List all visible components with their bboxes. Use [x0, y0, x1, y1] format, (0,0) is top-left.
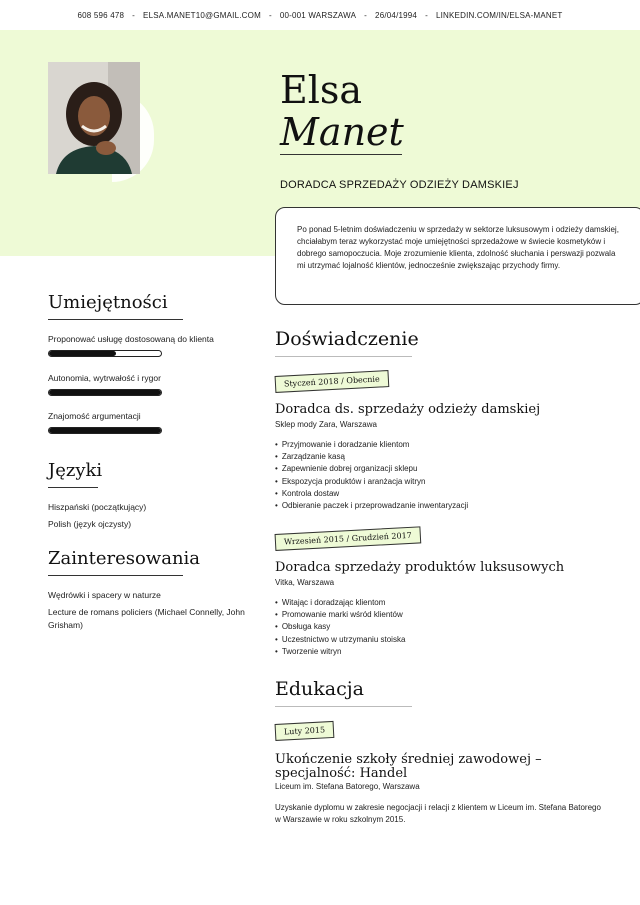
job-task: • Promowanie marki wśród klientów: [275, 609, 405, 621]
job-title-heading: Doradca sprzedaży produktów luksusowych: [275, 560, 565, 575]
job-title: DORADCA SPRZEDAŻY ODZIEŻY DAMSKIEJ: [280, 179, 519, 191]
experience-heading-rule: [275, 356, 412, 357]
skill-bar: [48, 350, 162, 357]
job-task-list: [275, 439, 468, 512]
job-date-tag: Styczeń 2018 / Obecnie: [275, 370, 390, 393]
contact-separator: -: [268, 10, 272, 20]
job-task: • Ekspozycja produktów i aranżacja witryn: [275, 476, 468, 488]
name-divider: [280, 154, 402, 155]
contact-separator: -: [364, 10, 368, 20]
language-item: Hiszpański (początkujący): [48, 502, 147, 512]
job-task: • Odbieranie paczek i przeprowadzanie inwentaryzacji: [275, 500, 468, 512]
education-heading: Edukacja: [275, 678, 364, 700]
skills-heading: Umiejętności: [48, 292, 168, 313]
education-degree: Ukończenie szkoły średniej zawodowej – specjalność: Handel: [275, 752, 542, 781]
job-title-heading: Doradca ds. sprzedaży odzieży damskiej: [275, 402, 541, 417]
portrait-illustration: [48, 62, 140, 174]
job-task-list: [275, 597, 405, 658]
languages-section: [48, 460, 102, 488]
job-task: • Zarządzanie kasą: [275, 451, 468, 463]
skill-bar: [48, 427, 162, 434]
interest-item: Lecture de romans policiers (Michael Connelly, John Grisham): [48, 607, 245, 630]
skill-label: Autonomia, wytrwałość i rygor: [48, 373, 161, 383]
skill-label: Znajomość argumentacji: [48, 411, 141, 421]
skill-label: Proponować usługę dostosowaną do klienta: [48, 334, 214, 344]
education-date-tag: Luty 2015: [275, 721, 335, 741]
skills-heading-rule: [48, 319, 183, 320]
experience-heading: Doświadczenie: [275, 328, 419, 350]
summary-text: Po ponad 5-letnim doświadczeniu w sprzedaży w sektorze luksusowym i odzieży damskiej, chciałabym teraz wykorzystać moje umiejętności sprzedażowe w świecie kosmetyków i dobrego samopoczucia. Moje zrozumienie klienta, zdolność słuchania i perswazji pozwala mi utrzymać lojalność klientów, jednocześnie zwiększając przychody firmy.: [297, 225, 619, 270]
skill-bar-fill: [49, 390, 161, 395]
job-task: • Uczestnictwo w utrzymaniu stoiska: [275, 634, 405, 646]
languages-heading: Języki: [48, 460, 103, 481]
contact-address: 00-001 WARSZAWA: [279, 10, 357, 20]
interests-section: [48, 548, 200, 576]
profile-photo: [48, 62, 140, 174]
summary-box: [275, 207, 640, 305]
interest-item: Wędrówki i spacery w naturze: [48, 590, 161, 600]
contact-bar: [0, 0, 640, 30]
contact-separator: -: [132, 10, 136, 20]
interests-heading: Zainteresowania: [48, 548, 201, 569]
job-company: Sklep mody Zara, Warszawa: [275, 420, 377, 429]
job-company: Vitka, Warszawa: [275, 578, 335, 587]
languages-heading-rule: [48, 487, 98, 488]
skill-bar-fill: [49, 428, 161, 433]
education-heading-rule: [275, 706, 412, 707]
job-task: • Kontrola dostaw: [275, 488, 468, 500]
job-task: • Obsługa kasy: [275, 621, 405, 633]
contact-birthdate: 26/04/1994: [375, 10, 418, 20]
job-task: • Witając i doradzając klientom: [275, 597, 405, 609]
language-item: Polish (język ojczysty): [48, 519, 132, 529]
contact-phone: 608 596 478: [77, 10, 125, 20]
contact-email[interactable]: ELSA.MANET10@GMAIL.COM: [143, 10, 261, 20]
contact-separator: -: [425, 10, 428, 20]
skills-section: [48, 292, 183, 320]
skill-bar: [48, 389, 162, 396]
job-task: • Tworzenie witryn: [275, 646, 405, 658]
job-task: • Przyjmowanie i doradzanie klientom: [275, 439, 468, 451]
job-task: • Zapewnienie dobrej organizacji sklepu: [275, 463, 468, 475]
skill-bar-fill: [49, 351, 116, 356]
first-name: Elsa: [280, 68, 363, 112]
contact-linkedin[interactable]: LINKEDIN.COM/IN/ELSA-MANET: [435, 10, 563, 20]
education-description: Uzyskanie dyplomu w zakresie negocjacji i relacji z klientem w Liceum im. Stefana Batorego w Warszawie w roku szkolnym 2015.: [275, 803, 601, 824]
interests-heading-rule: [48, 575, 183, 576]
education-school: Liceum im. Stefana Batorego, Warszawa: [275, 782, 420, 791]
last-name: Manet: [280, 110, 404, 154]
job-date-tag: Wrzesień 2015 / Grudzień 2017: [275, 526, 422, 551]
